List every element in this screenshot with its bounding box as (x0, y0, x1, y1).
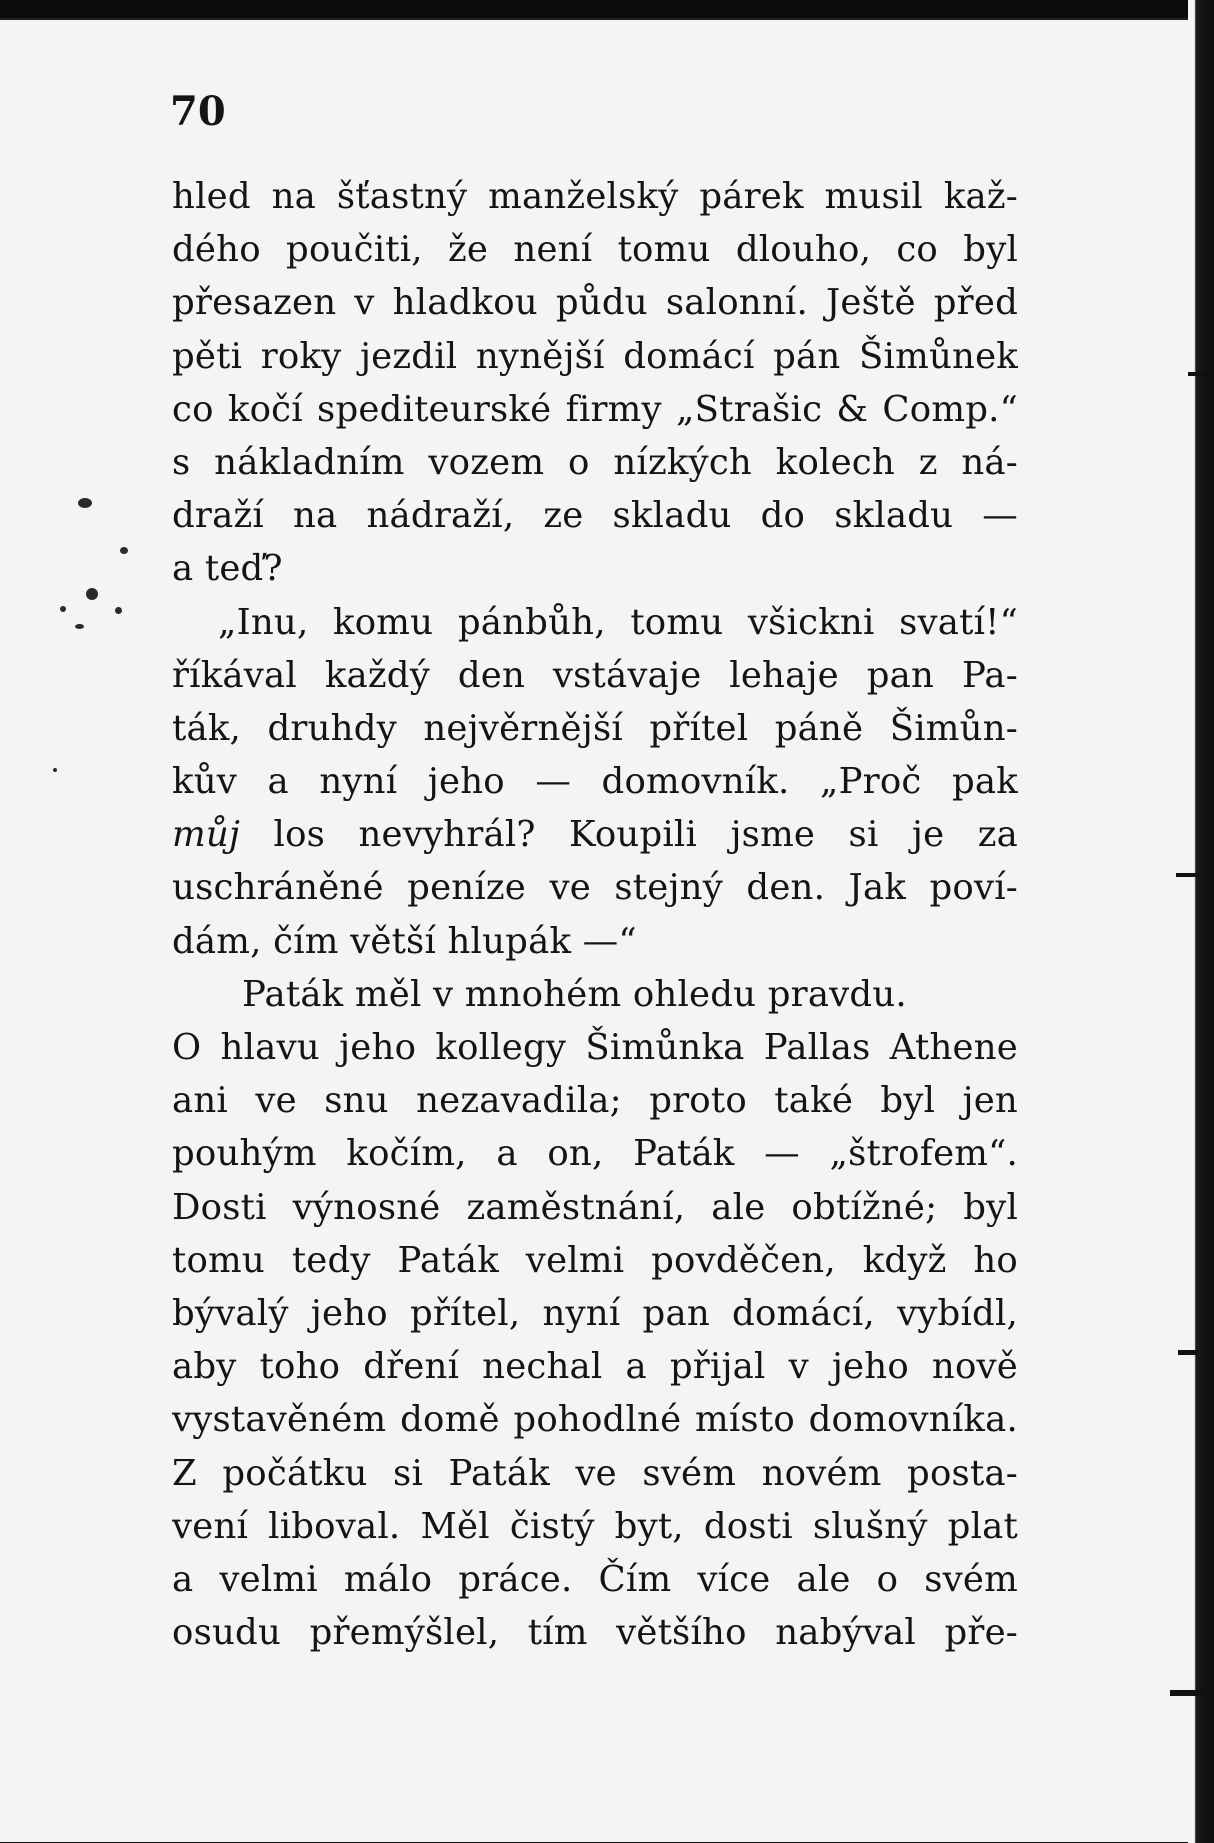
scan-speck (75, 624, 84, 629)
text-line: říkával každý den vstávaje lehaje pan Pa- (172, 654, 1018, 696)
edge-mark (1176, 873, 1202, 877)
scan-speck (53, 768, 57, 772)
text-line (172, 808, 1018, 861)
scan-speck (86, 588, 98, 600)
scan-speck (115, 607, 122, 614)
scan-speck (78, 498, 92, 508)
text-line: kův a nyní jeho — domovník. „Proč pak (172, 761, 1018, 803)
text-line: draží na nádraží, ze skladu do skladu — (172, 495, 1018, 537)
text-line: pěti roky jezdil nynější domácí pán Šimůnek (172, 335, 1018, 377)
text-line: Z počátku si Paták ve svém novém posta- (172, 1452, 1018, 1494)
book-page (0, 18, 1196, 1842)
page-edge-shadow (1188, 0, 1214, 1843)
edge-mark (1170, 1690, 1204, 1696)
text-line: osudu přemýšlel, tím většího nabýval pře- (172, 1612, 1018, 1654)
text-line: „Inu, komu pánbůh, tomu všickni svatí!“ (218, 601, 1018, 643)
text-line: vení liboval. Měl čistý byt, dosti slušný plat (172, 1505, 1018, 1547)
text-segment: los nevyhrál? Koupili jsme si je za (240, 814, 1018, 856)
text-line: Dosti výnosné zaměstnání, ale obtížné; byl (172, 1186, 1018, 1228)
text-line: bývalý jeho přítel, nyní pan domácí, vybídl, (172, 1292, 1018, 1334)
edge-mark (1188, 372, 1206, 376)
text-line: pouhým kočím, a on, Paták — „štrofem“. (172, 1133, 1018, 1175)
body-text (172, 170, 1018, 1659)
text-line: aby toho dření nechal a přijal v jeho nově (172, 1346, 1018, 1388)
page-number: 70 (170, 88, 226, 135)
text-line: a velmi málo práce. Čím více ale o svém (172, 1558, 1018, 1600)
text-line: přesazen v hladkou půdu salonní. Ještě před (172, 282, 1018, 324)
text-line: tomu tedy Paták velmi povděčen, když ho (172, 1239, 1018, 1281)
edge-mark (1178, 1350, 1198, 1355)
scan-speck (60, 606, 66, 612)
text-line: dám, čím větší hlupák —“ (172, 920, 637, 962)
text-line: co kočí spediteurské firmy „Strašic & Comp.“ (172, 388, 1018, 430)
text-line: uschráněné peníze ve stejný den. Jak poví- (172, 867, 1018, 909)
scan-speck (120, 547, 128, 554)
text-line: s nákladním vozem o nízkých kolech z ná- (172, 441, 1018, 483)
text-line: O hlavu jeho kollegy Šimůnka Pallas Athene (172, 1027, 1018, 1068)
text-line: ták, druhdy nejvěrnější přítel páně Šimůn- (172, 707, 1018, 749)
text-line: hled na šťastný manželský párek musil kaž- (172, 176, 1018, 217)
text-line: ani ve snu nezavadila; proto také byl jen (172, 1080, 1018, 1122)
text-line: dého poučiti, že není tomu dlouho, co byl (172, 229, 1018, 271)
italic-word: můj (172, 814, 241, 856)
text-line: Paták měl v mnohém ohledu pravdu. (242, 973, 907, 1015)
text-line: vystavěném domě pohodlné místo domovníka. (172, 1399, 1018, 1441)
text-line: a teď? (172, 548, 283, 590)
